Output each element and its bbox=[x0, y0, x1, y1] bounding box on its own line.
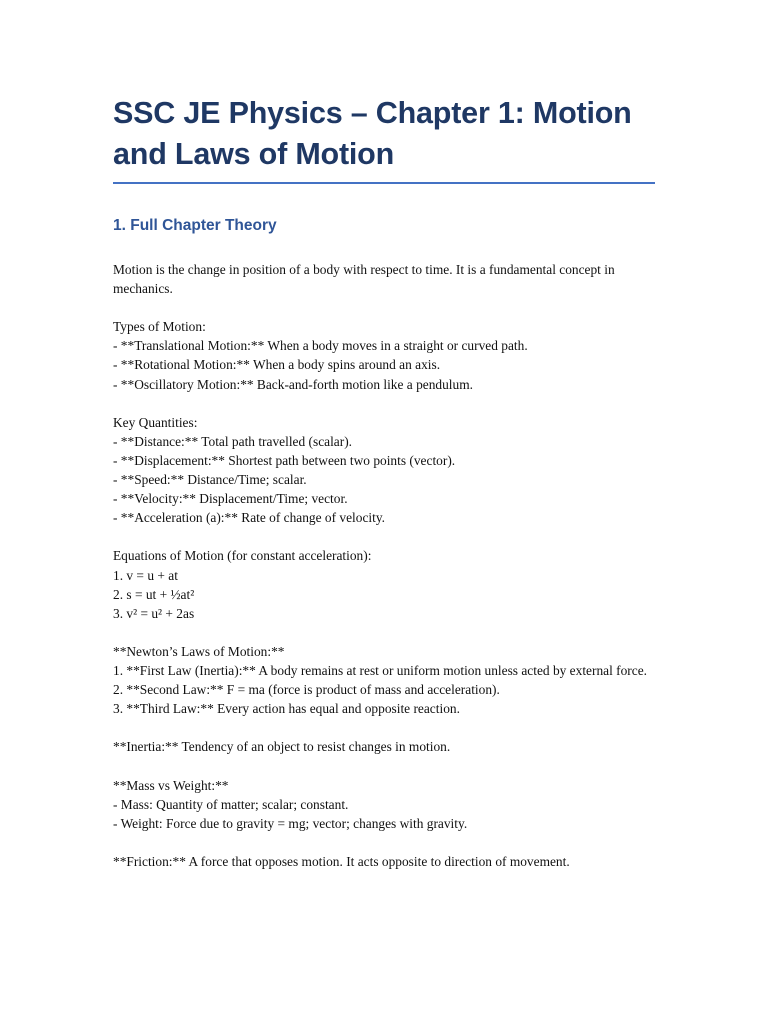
list-item: - **Speed:** Distance/Time; scalar. bbox=[113, 472, 307, 488]
list-item: - **Displacement:** Shortest path between two points (vector). bbox=[113, 452, 456, 468]
list-item: 3. **Third Law:** Every action has equal and opposite reaction. bbox=[113, 701, 460, 717]
intro-paragraph: Motion is the change in position of a body with respect to time. It is a fundamental concept in mechanics. bbox=[113, 262, 615, 297]
equation-item: 1. v = u + at bbox=[113, 567, 178, 583]
list-item: - **Acceleration (a):** Rate of change of velocity. bbox=[113, 510, 386, 526]
mass-vs-weight-heading: **Mass vs Weight:** bbox=[113, 777, 229, 793]
friction-paragraph: **Friction:** A force that opposes motion. It acts opposite to direction of movement. bbox=[113, 853, 570, 869]
list-item: - **Rotational Motion:** When a body spins around an axis. bbox=[113, 357, 441, 373]
inertia-paragraph: **Inertia:** Tendency of an object to resist changes in motion. bbox=[113, 739, 451, 755]
equation-item: 2. s = ut + ½at² bbox=[113, 586, 195, 602]
section-heading: 1. Full Chapter Theory bbox=[113, 217, 277, 234]
equation-item: 3. v² = u² + 2as bbox=[113, 605, 195, 621]
document-page bbox=[113, 0, 656, 871]
title-divider bbox=[113, 182, 655, 184]
key-quantities-heading: Key Quantities: bbox=[113, 414, 198, 430]
document-body bbox=[113, 260, 656, 871]
document-title: SSC JE Physics – Chapter 1: Motion and Laws of Motion bbox=[113, 96, 632, 171]
list-item: - **Velocity:** Displacement/Time; vector. bbox=[113, 491, 348, 507]
list-item: - **Translational Motion:** When a body moves in a straight or curved path. bbox=[113, 338, 528, 354]
list-item: - **Distance:** Total path travelled (scalar). bbox=[113, 433, 353, 449]
list-item: 1. **First Law (Inertia):** A body remains at rest or uniform motion unless acted by external force. bbox=[113, 662, 647, 678]
equations-heading: Equations of Motion (for constant acceleration): bbox=[113, 548, 372, 564]
types-of-motion-heading: Types of Motion: bbox=[113, 319, 206, 335]
list-item: - Weight: Force due to gravity = mg; vector; changes with gravity. bbox=[113, 815, 468, 831]
newton-laws-heading: **Newton’s Laws of Motion:** bbox=[113, 643, 285, 659]
list-item: 2. **Second Law:** F = ma (force is product of mass and acceleration). bbox=[113, 682, 500, 698]
list-item: - Mass: Quantity of matter; scalar; constant. bbox=[113, 796, 349, 812]
list-item: - **Oscillatory Motion:** Back-and-forth motion like a pendulum. bbox=[113, 376, 473, 392]
